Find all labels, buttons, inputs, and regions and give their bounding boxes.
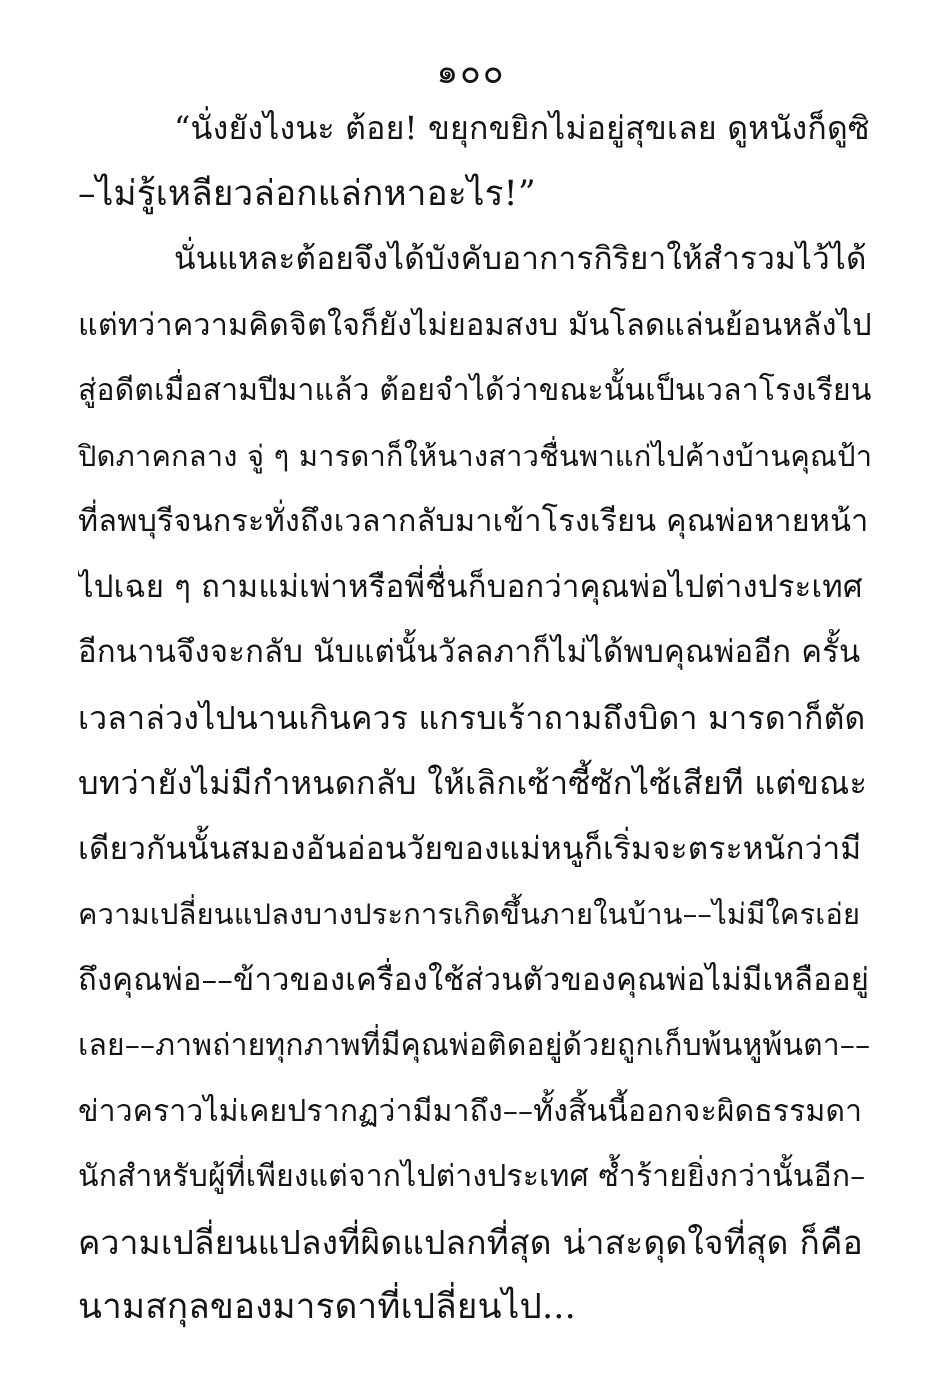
text-line: อีกนานจึงจะกลับ นับแต่นั้นวัลลภาก็ไม่ได้พบคุณพ่ออีก ครั้น — [78, 634, 861, 670]
text-line: แต่ทว่าความคิดจิตใจก็ยังไม่ยอมสงบ มันโลดแล่นย้อนหลังไป — [78, 307, 872, 343]
text-line: เดียวกันนั้นสมองอันอ่อนวัยของแม่หนูก็เริ่มจะตระหนักว่ามี — [78, 830, 862, 867]
text-line: เวลาล่วงไปนานเกินควร แกรบเร้าถามถึงบิดา มารดาก็ตัด — [78, 698, 866, 737]
text-line: ความเปลี่ยนแปลงที่ผิดแปลกที่สุด น่าสะดุดใจที่สุด ก็คือ — [78, 1222, 863, 1262]
text-line: –ไม่รู้เหลียวล่อกแล่กหาอะไร!” — [78, 173, 536, 214]
text-line: นั่นแหละต้อยจึงได้บังคับอาการกิริยาให้สำรวมไว้ได้ — [174, 241, 867, 277]
text-line: บทว่ายังไม่มีกำหนดกลับ ให้เลิกเซ้าซี้ซักไซ้เสียที แต่ขณะ — [78, 764, 868, 802]
body-text — [78, 96, 872, 1341]
text-line: ข่าวคราวไม่เคยปรากฏว่ามีมาถึง––ทั้งสิ้นนี้ออกจะผิดธรรมดา — [78, 1093, 863, 1129]
text-line: เลย––ภาพถ่ายทุกภาพที่มีคุณพ่อติดอยู่ด้วยถูกเก็บพ้นหูพ้นตา–– — [78, 1028, 871, 1063]
text-line: สู่อดีตเมื่อสามปีมาแล้ว ต้อยจำได้ว่าขณะนั้นเป็นเวลาโรงเรียน — [78, 373, 872, 408]
text-line: ไปเฉย ๆ ถามแม่เพ่าหรือพี่ชื่นก็บอกว่าคุณพ่อไปต่างประเทศ — [78, 568, 863, 605]
text-line: “นั่งยังไงนะ ต้อย! ขยุกขยิกไม่อยู่สุขเลย ดูหนังก็ดูซิ — [174, 109, 870, 147]
text-line: นามสกุลของมารดาที่เปลี่ยนไป... — [78, 1287, 576, 1327]
text-line: นักสำหรับผู้ที่เพียงแต่จากไปต่างประเทศ ซ้ำร้ายยิ่งกว่านั้นอีก– — [78, 1159, 866, 1194]
text-line: ถึงคุณพ่อ––ข้าวของเครื่องใช้ส่วนตัวของคุณพ่อไม่มีเหลืออยู่ — [78, 961, 870, 998]
text-line: ที่ลพบุรีจนกระทั่งถึงเวลากลับมาเข้าโรงเรียน คุณพ่อหายหน้า — [78, 504, 869, 539]
text-line: ความเปลี่ยนแปลงบางประการเกิดขึ้นภายในบ้าน––ไม่มีใครเอ่ย — [78, 897, 861, 931]
page-number: ๑๐๐ — [436, 52, 506, 92]
text-line: ปิดภาคกลาง จู่ ๆ มารดาก็ให้นางสาวชื่นพาแก่ไปค้างบ้านคุณป้า — [78, 438, 872, 473]
